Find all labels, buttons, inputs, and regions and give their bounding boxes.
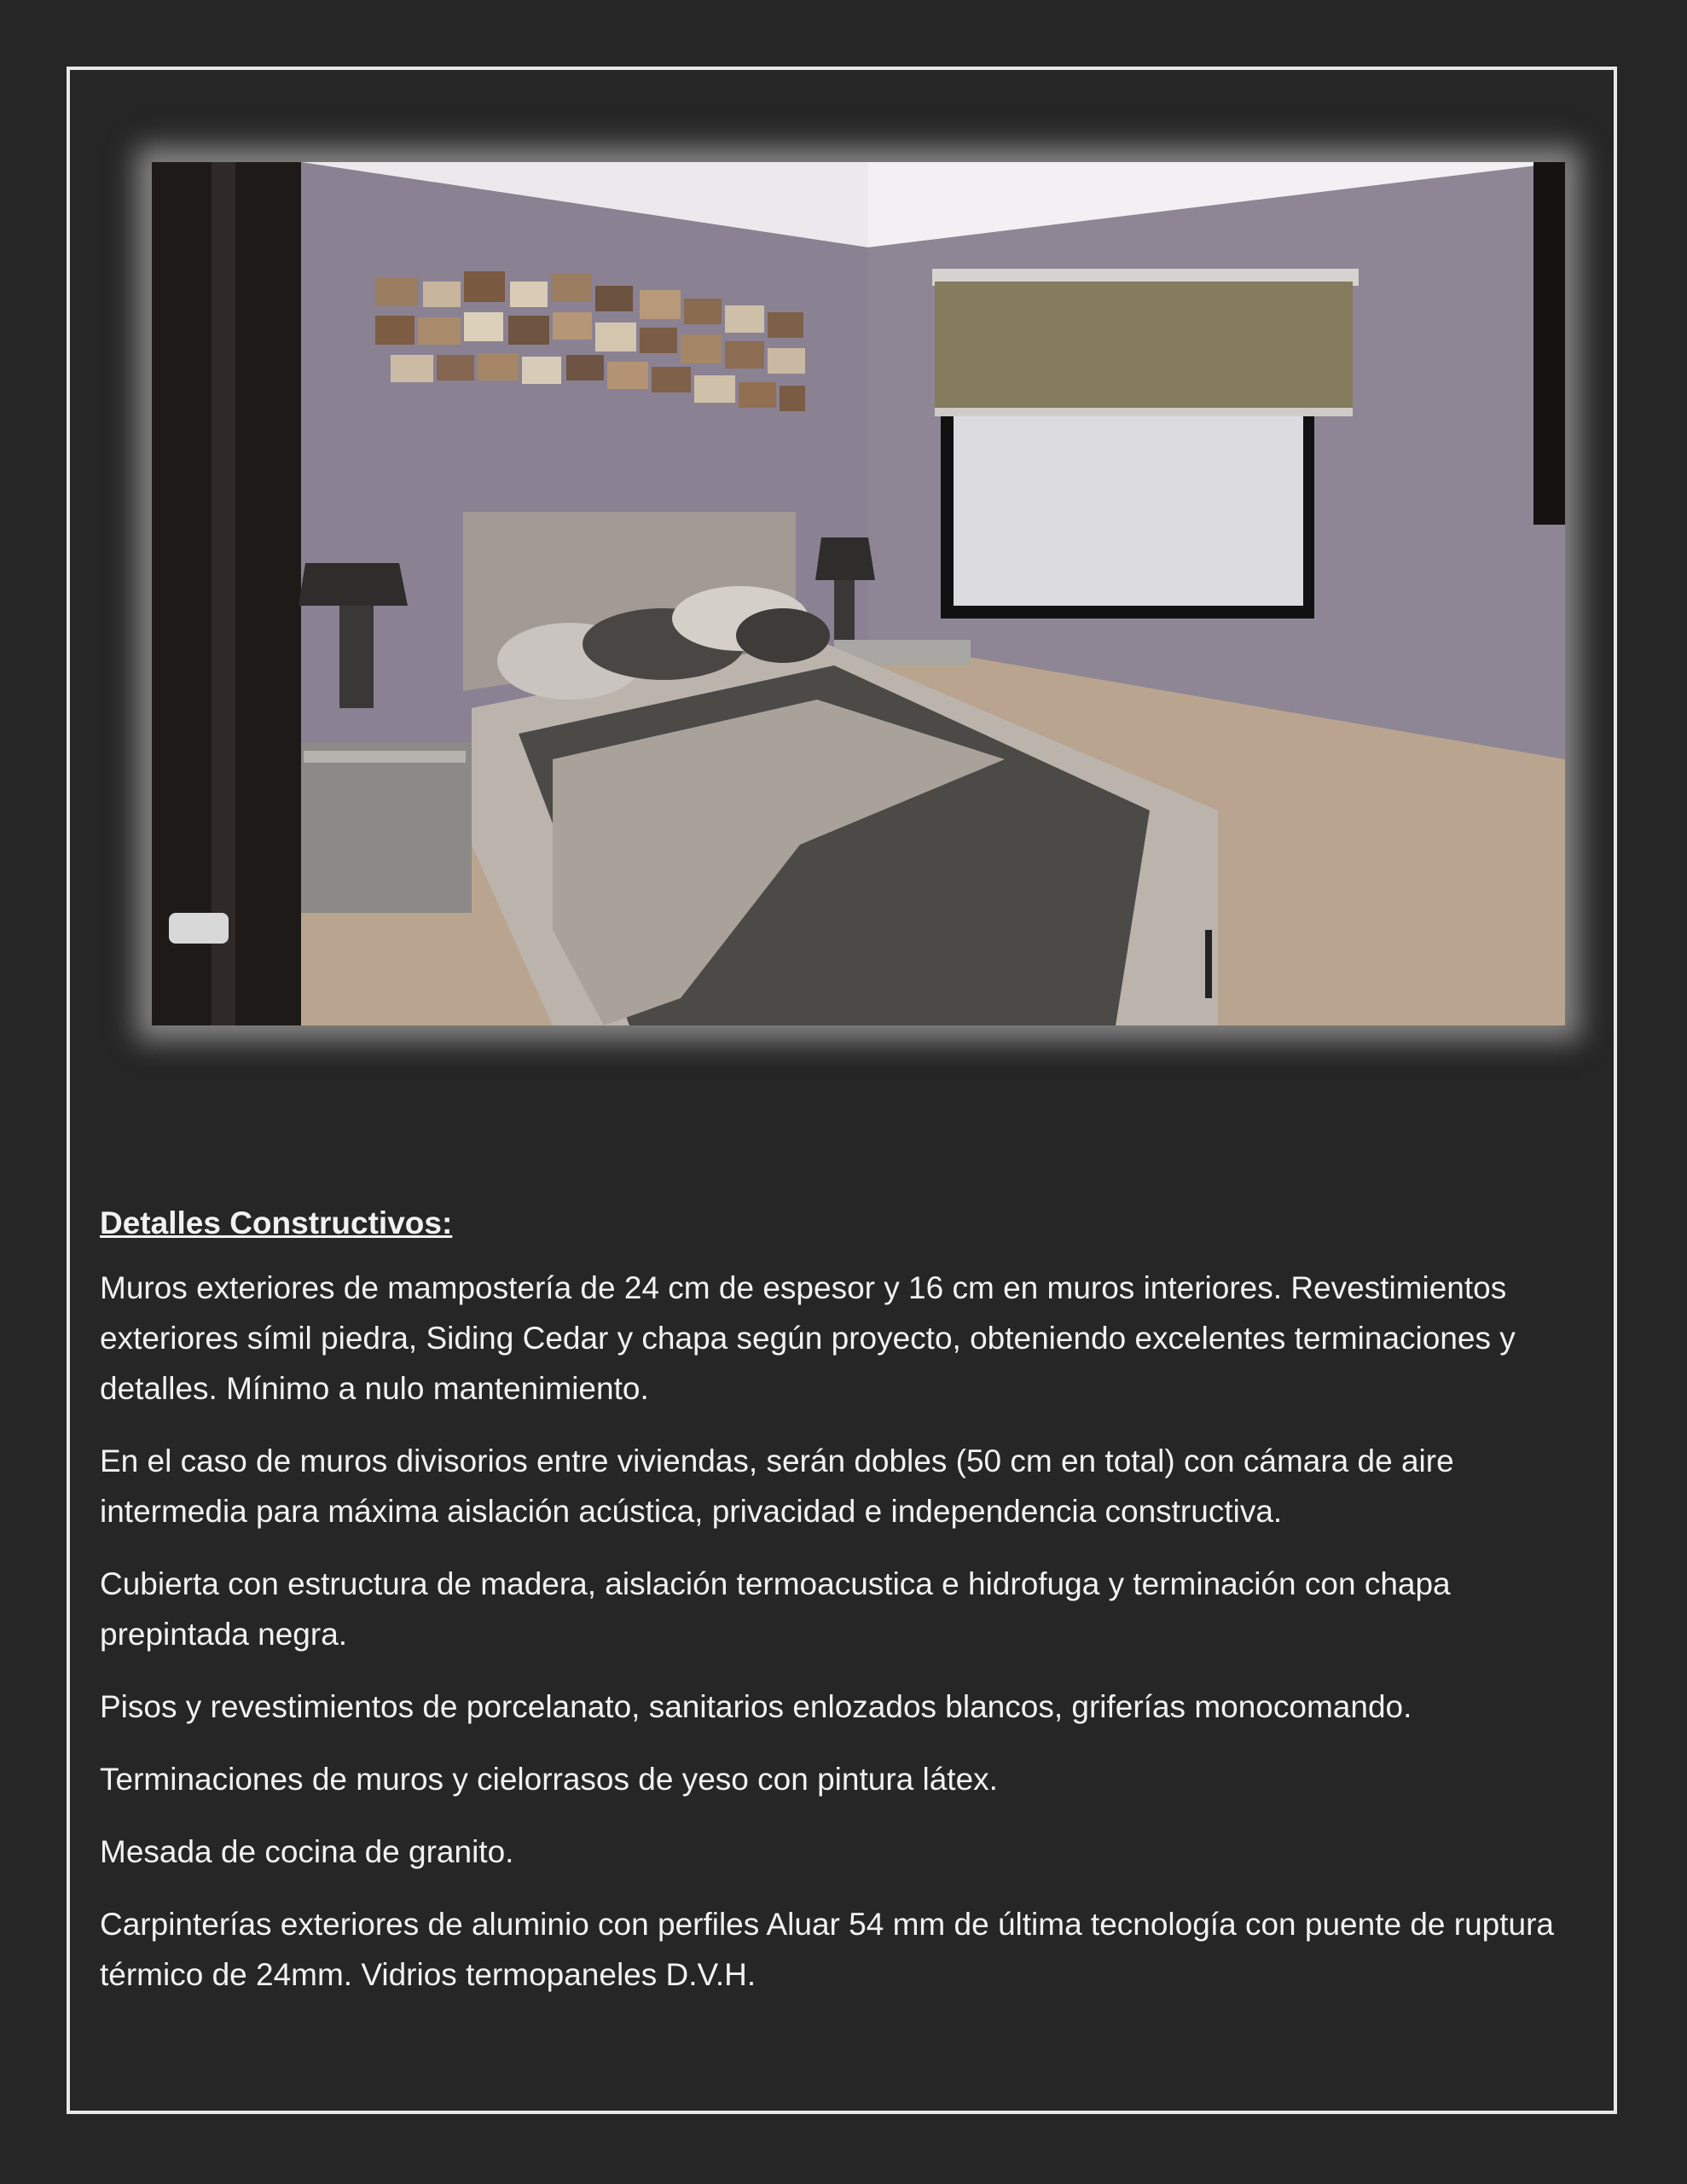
- paragraph-countertop: Mesada de cocina de granito.: [100, 1834, 514, 1869]
- paragraph-carpentry: Carpinterías exteriores de aluminio con perfiles Aluar 54 mm de última tecnología con puente de ruptura térmico de 24mm. Vidrios termopaneles D.V.H.: [100, 1907, 1554, 1992]
- bedroom-illustration: [152, 162, 1565, 1025]
- paragraph-finishes: Terminaciones de muros y cielorrasos de yeso con pintura látex.: [100, 1762, 998, 1797]
- paragraph-floors: Pisos y revestimientos de porcelanato, sanitarios enlozados blancos, griferías monocomando.: [100, 1689, 1412, 1724]
- bedroom-photo: [152, 162, 1565, 1025]
- paragraph-dividing-walls: En el caso de muros divisorios entre viviendas, serán dobles (50 cm en total) con cámara de aire intermedia para máxima aislación acústica, privacidad e independencia constructiva.: [100, 1443, 1454, 1529]
- paragraph-roof: Cubierta con estructura de madera, aislación termoacustica e hidrofuga y terminación con chapa prepintada negra.: [100, 1566, 1451, 1652]
- construction-details: [100, 1201, 1584, 2022]
- paragraph-walls: Muros exteriores de mampostería de 24 cm de espesor y 16 cm en muros interiores. Revestimientos exteriores símil piedra, Siding Cedar y chapa según proyecto, obteniendo excelentes terminaciones y detalles. Mínimo a nulo mantenimiento.: [100, 1270, 1516, 1406]
- section-heading: Detalles Constructivos:: [100, 1205, 453, 1240]
